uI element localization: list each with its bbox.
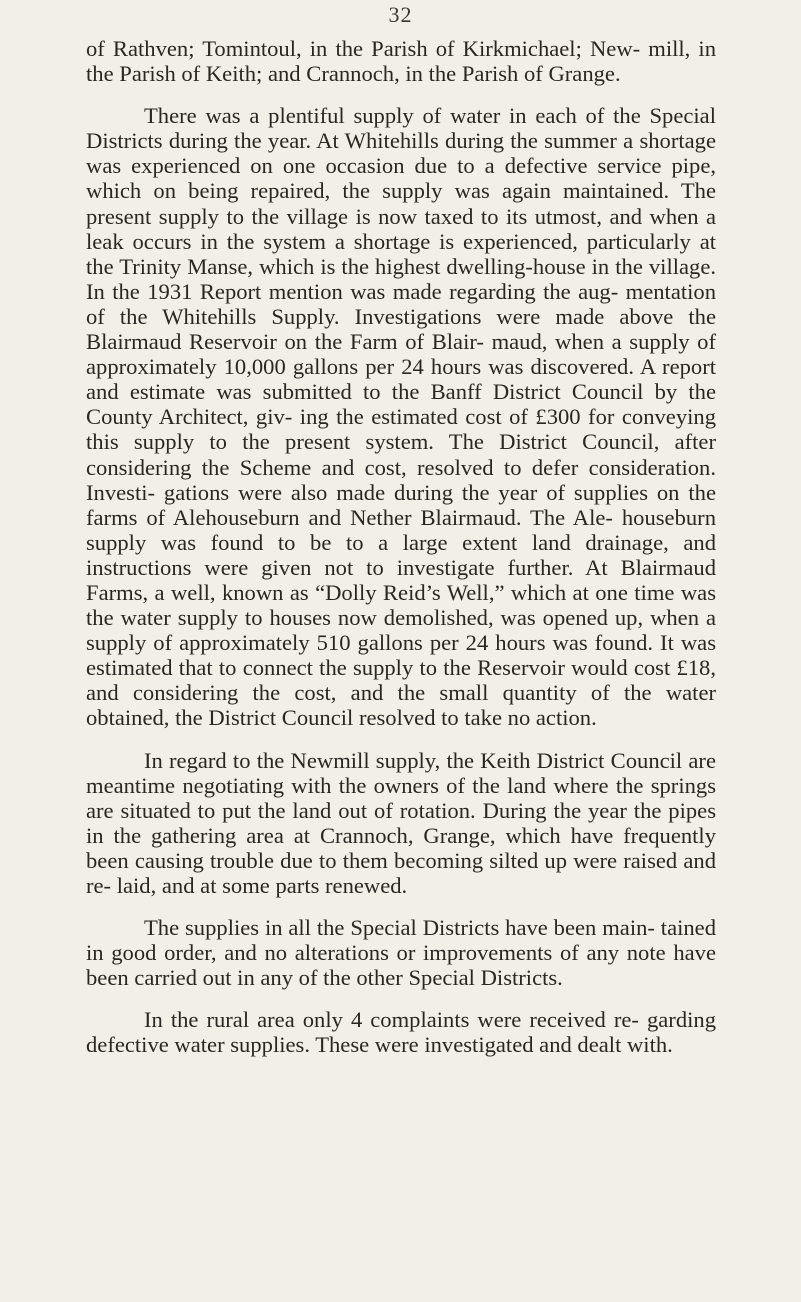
paragraph-parishes: of Rathven; Tomintoul, in the Parish of Kirkmichael; New- mill, in the Parish of Keith; and Crannoch, in the Parish of Grange.: [86, 36, 716, 87]
paragraph-rural-complaints: In the rural area only 4 complaints were received re- garding defective water supplies. These were investigated and dealt with.: [86, 1007, 716, 1058]
paragraph-water-supply: There was a plentiful supply of water in each of the Special Districts during the year. At Whitehills during the summer a shortage was experienced on one occasion due to a defective service pipe, which on being repaired, the supply was again maintained. The present supply to the village is now taxed to its utmost, and when a leak occurs in the system a shortage is experienced, particularly at the Trinity Manse, which is the highest dwelling-house in the village. In the 1931 Report mention was made regarding the aug- mentation of the Whitehills Supply. Investigations were made above the Blairmaud Reservoir on the Farm of Blair- maud, when a supply of approximately 10,000 gallons per 24 hours was discovered. A report and estimate was submitted to the Banff District Council by the County Architect, giv- ing the estimated cost of £300 for conveying this supply to the present system. The District Council, after considering the Scheme and cost, resolved to defer consideration. Investi- gations were also made during the year of supplies on the farms of Alehouseburn and Nether Blairmaud. The Ale- houseburn supply was found to be to a large extent land drainage, and instructions were given not to investigate further. At Blairmaud Farms, a well, known as “Dolly Reid’s Well,” which at one time was the water supply to houses now demolished, was opened up, when a supply of approximately 510 gallons per 24 hours was found. It was estimated that to connect the supply to the Reservoir would cost £18, and considering the cost, and the small quantity of the water obtained, the District Council resolved to take no action.: [86, 103, 716, 731]
paragraph-newmill-supply: In regard to the Newmill supply, the Keith District Council are meantime negotiating with the owners of the land where the springs are situated to put the land out of rotation. During the year the pipes in the gathering area at Crannoch, Grange, which have frequently been causing trouble due to them becoming silted up were raised and re- laid, and at some parts renewed.: [86, 747, 716, 898]
paragraph-special-districts: The supplies in all the Special Districts have been main- tained in good order, and no alterations or improvements of any note have been carried out in any of the other Special Districts.: [86, 915, 716, 991]
page-number: 32: [388, 2, 413, 27]
document-body: [86, 36, 716, 1058]
